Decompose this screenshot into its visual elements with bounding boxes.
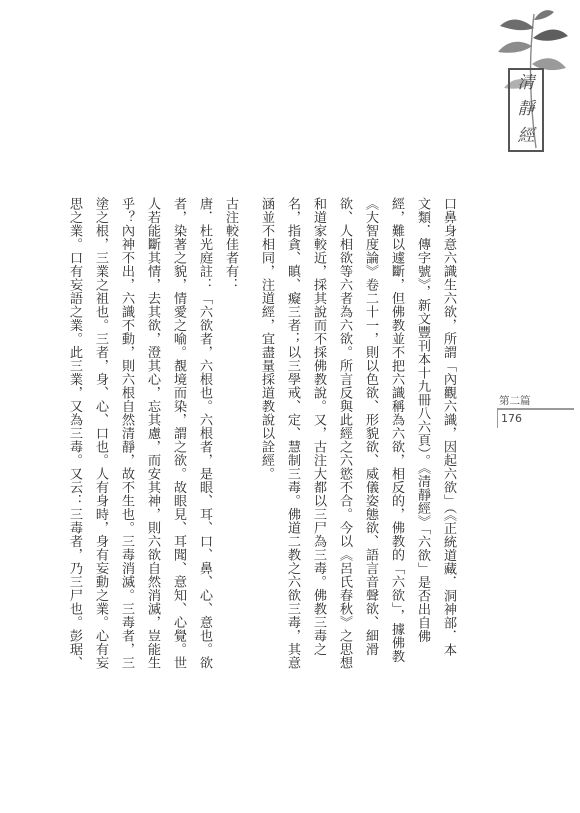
text-column: 唐．杜光庭註：「六欲者，六根也。六根者，是眼、耳、口、鼻、心、意也。欲 [197, 197, 212, 670]
section-label: 第二篇 [499, 395, 531, 407]
book-title-emblem [511, 68, 541, 152]
section-divider [498, 408, 574, 410]
text-column: 者，染著之貌，情愛之喻。覩境而染，謂之欲。故眼見、耳聞、意知、心覺。世 [171, 197, 186, 670]
page-number: 176 [501, 412, 522, 425]
text-column: 欲、人相欲等六者為六欲。所言反與此經之六慾不合。今以《呂氏春秋》之思想 [337, 197, 352, 670]
bracket-right [538, 68, 544, 152]
text-column: 口鼻身意六識生六欲，所謂「內觀六識，因起六欲」（《正統道藏．洞神部．本 [441, 197, 456, 657]
bracket-left [508, 68, 514, 152]
text-column-heading: 古注較佳者有： [223, 197, 238, 292]
text-column: 思之業。口有妄語之業。此三業，又為三毒。又云：三毒者，乃三尸也。彭琚、 [67, 197, 82, 670]
text-column: 名，指貪、瞋、癡三者；以三學戒、定、慧制三毒。佛道二教之六欲三毒，其意 [285, 197, 300, 670]
text-column: 涵並不相同，注道經，宜盡量採道教說以詮經。 [259, 197, 274, 481]
emblem-char: 清 [517, 72, 535, 93]
emblem-char: 經 [517, 126, 535, 147]
text-column: 乎？內神不出，六識不動，則六根自然清靜，故不生也。三毒消滅。三毒者，三 [119, 197, 134, 670]
text-column: 和道家較近，採其說而不採佛教說。又，古注大都以三尸為三毒。佛教三毒之 [311, 197, 326, 656]
text-column: 人若能斷其情，去其欲，澄其心，忘其慮，而安其神，則六欲自然消滅，豈能生 [145, 197, 160, 670]
emblem-char: 靜 [517, 99, 535, 120]
section-divider-tick [497, 408, 498, 428]
text-column: 《大智度論》卷二十一，則以色欲、形貌欲、威儀姿態欲、語言音聲欲、細滑 [363, 197, 378, 656]
text-column: 文類．傳字號》，新文豐刊本十九冊八六頁）。《清靜經》「六欲」是否出自佛 [415, 197, 430, 644]
text-column: 塗之根，三業之祖也。三者，身、心、口也。人有身時，身有妄動之業。心有妄 [93, 197, 108, 670]
body-text [61, 197, 461, 737]
text-column: 經，難以遽斷，但佛教並不把六識稱為六欲，相反的，佛教的「六欲」，據佛教 [389, 197, 404, 663]
